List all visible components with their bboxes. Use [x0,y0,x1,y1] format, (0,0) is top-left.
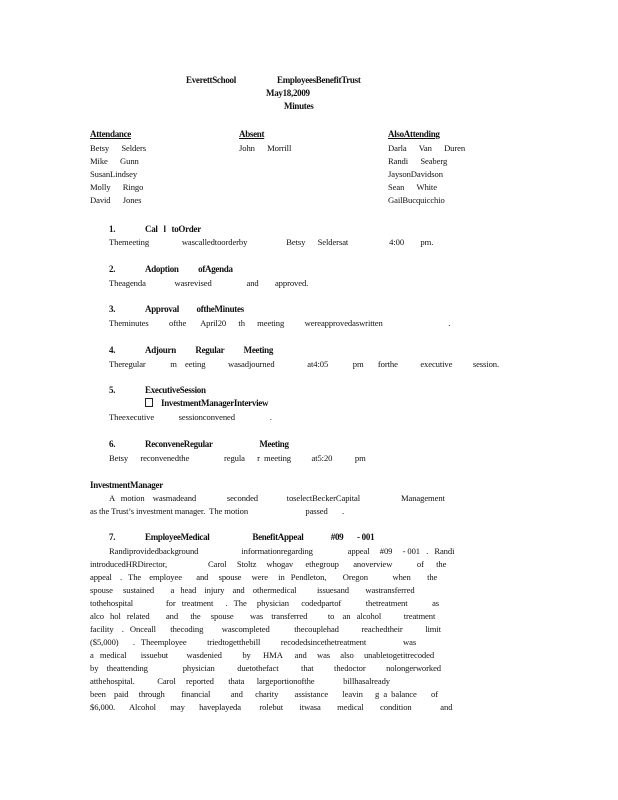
item-title: Adjourn Regular Meeting [145,345,274,355]
item-title: Adoption ofAgenda [145,264,233,274]
agenda-item-heading [109,532,374,542]
appeal-text-line: Randiprovidedbackground informationregarding appeal #09 - 001 . Randi [109,546,455,556]
attendee-name: Mike Gunn [90,156,139,166]
item-title: EmployeeMedical BenefitAppeal #09 - 001 [145,532,375,542]
appeal-text-line: alco hol related and the spouse was transferred to an alcohol treatment [90,611,436,621]
appeal-text-line: $6,000. Alcohol may haveplayeda rolebut itwasa medical condition and [90,702,453,712]
appeal-text-line: tothehospital for treatment . The physician codedpartof thetreatment as [90,598,440,608]
agenda-item-heading [109,439,289,449]
agenda-item-heading [109,224,201,234]
agenda-item-heading [109,304,244,314]
attendee-name: Betsy Selders [90,143,146,153]
school-name: EverettSchool [186,75,236,85]
item-title: Approval oftheMinutes [145,304,244,314]
attendee-name: SusanLindsey [90,169,138,179]
agenda-item-heading [109,264,233,274]
item-title: Cal l toOrder [145,224,201,234]
item-number: 3. [109,304,116,314]
item-text: Betsy reconvenedthe regula r meeting at5:20 pm [109,453,366,463]
appeal-text-line: spouse sustained a head injury and othermedical issuesand wastransferred [90,585,415,595]
item-text: Themeeting wascalledtoorderby Betsy Seldersat 4:00 pm. [109,237,434,247]
checkbox-icon [145,398,153,407]
guest-name: JaysonDavidson [388,169,443,179]
attendee-name: Molly Ringo [90,182,144,192]
appeal-text-line: facility . Onceall thecoding wascompleted thecouplehad reachedtheir limit [90,624,441,634]
investment-text-line: as the Trust’s investment manager. The motion passed . [90,506,345,516]
appeal-text-line: appeal . The employee and spouse were in Pendleton, Oregon when the [90,572,438,582]
agenda-item-heading [109,345,273,355]
item-number: 4. [109,345,116,355]
item-number: 5. [109,385,116,395]
guest-name: GailBucquicchio [388,195,445,205]
attendee-name: David Jones [90,195,142,205]
absent-name: John Morrill [239,143,292,153]
appeal-text-line: by theattending physician duetothefact that thedoctor nolongerworked [90,663,441,673]
guest-name: Randi Seaberg [388,156,448,166]
also-attending-heading: AlsoAttending [388,129,440,139]
sub-item-title: InvestmentManagerInterview [161,398,269,408]
sub-item [145,398,268,408]
agenda-item-heading [109,385,206,395]
item-number: 7. [109,532,116,542]
investment-text-line: A motion wasmadeand seconded toselectBeckerCapital Management [109,493,445,503]
also-attending-list [388,142,465,206]
item-title: ReconveneRegular Meeting [145,439,289,449]
appeal-text-line: been paid through financial and charity assistance leavin g a balance of [90,689,438,699]
item-text: Theminutes ofthe April20 th meeting wereapprovedaswritten . [109,318,451,328]
appeal-text-line: atthehospital. Carol reported thata largeportionofthe billhasalready [90,676,390,686]
document-type: Minutes [284,101,314,111]
item-text: Theagenda wasrevised and approved. [109,278,309,288]
investment-heading: InvestmentManager [90,480,163,490]
attendee-list [90,142,146,206]
guest-name: Darla Van Duren [388,143,466,153]
item-text: Theexecutive sessionconvened . [109,412,272,422]
appeal-text-line: ($5,000) . Theemployee triedtogetthebill recodedsincethetreatment was [90,637,417,647]
attendance-heading: Attendance [90,129,131,139]
trust-name: EmployeesBenefitTrust [277,75,361,85]
item-text: Theregular m eeting wasadjourned at4:05 pm forthe executive session. [109,359,500,369]
guest-name: Sean White [388,182,437,192]
appeal-text-line: introducedHRDirector, Carol Stoltz whogav ethegroup anoverview of the [90,559,447,569]
meeting-date: May18,2009 [266,88,310,98]
item-number: 6. [109,439,116,449]
item-title: ExecutiveSession [145,385,206,395]
item-number: 2. [109,264,116,274]
appeal-text-line: a medical issuebut wasdenied by HMA and was also unabletogetitrecoded [90,650,435,660]
item-number: 1. [109,224,116,234]
absent-heading: Absent [239,129,265,139]
